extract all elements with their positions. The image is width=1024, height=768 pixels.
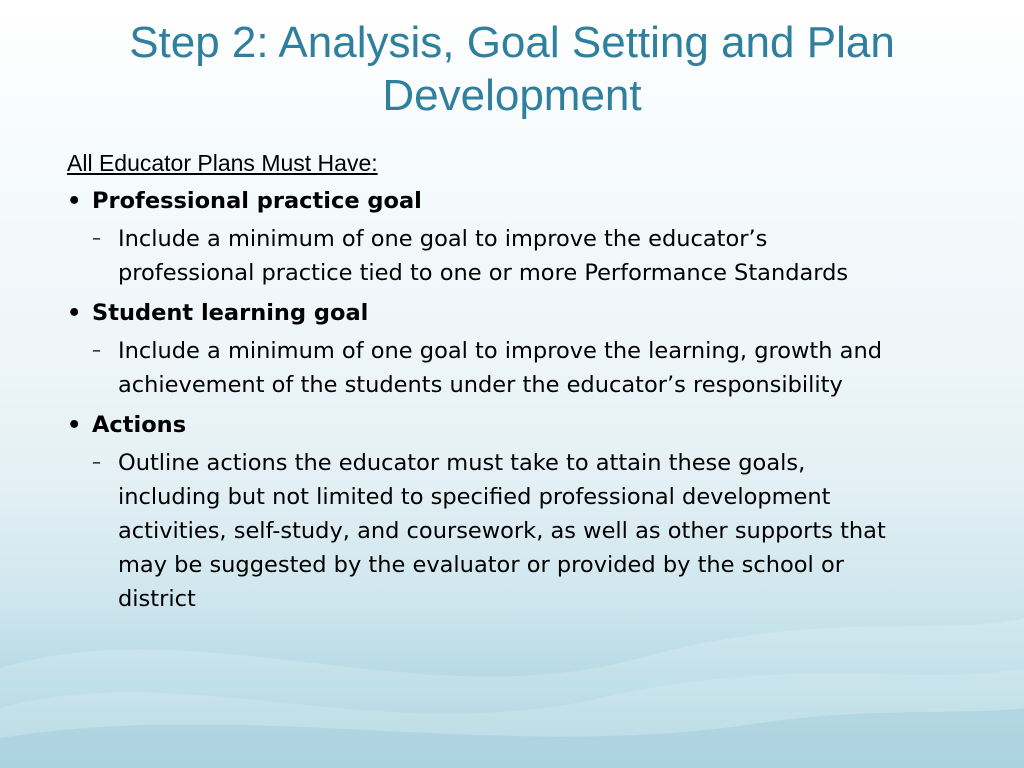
bullet-marker: •	[67, 188, 82, 214]
section-heading: All Educator Plans Must Have:	[67, 150, 378, 176]
bullet-marker: •	[67, 412, 82, 438]
bullet-student-learning-goal	[67, 296, 927, 330]
sub-bullet-text: Include a minimum of one goal to improve the educator’s professional practice tied to one or more Performance Standards	[118, 226, 849, 286]
sub-bullet-text: Outline actions the educator must take to attain these goals, including but not limited to specified professional development activities, self-study, and coursework, as well as other supports that may be suggested by the evaluator or provided by the school or district	[118, 450, 886, 612]
bullet-marker: •	[67, 300, 82, 326]
bullet-professional-practice-goal	[67, 184, 927, 218]
dash-marker: –	[92, 340, 101, 361]
dash-marker: –	[92, 228, 101, 249]
dash-marker: –	[92, 452, 101, 473]
slide-title: Step 2: Analysis, Goal Setting and Plan Development	[129, 18, 895, 120]
sub-bullet-actions-detail	[92, 446, 927, 616]
bullet-actions	[67, 408, 927, 442]
bullet-label: Actions	[92, 412, 187, 438]
bullet-label: Professional practice goal	[92, 188, 422, 214]
slide-content	[67, 148, 927, 622]
sub-bullet-student-learning-detail	[92, 334, 927, 402]
sub-bullet-text: Include a minimum of one goal to improve the learning, growth and achievement of the students under the educator’s responsibility	[118, 338, 882, 398]
bullet-label: Student learning goal	[92, 300, 369, 326]
sub-bullet-professional-practice-detail	[92, 222, 927, 290]
